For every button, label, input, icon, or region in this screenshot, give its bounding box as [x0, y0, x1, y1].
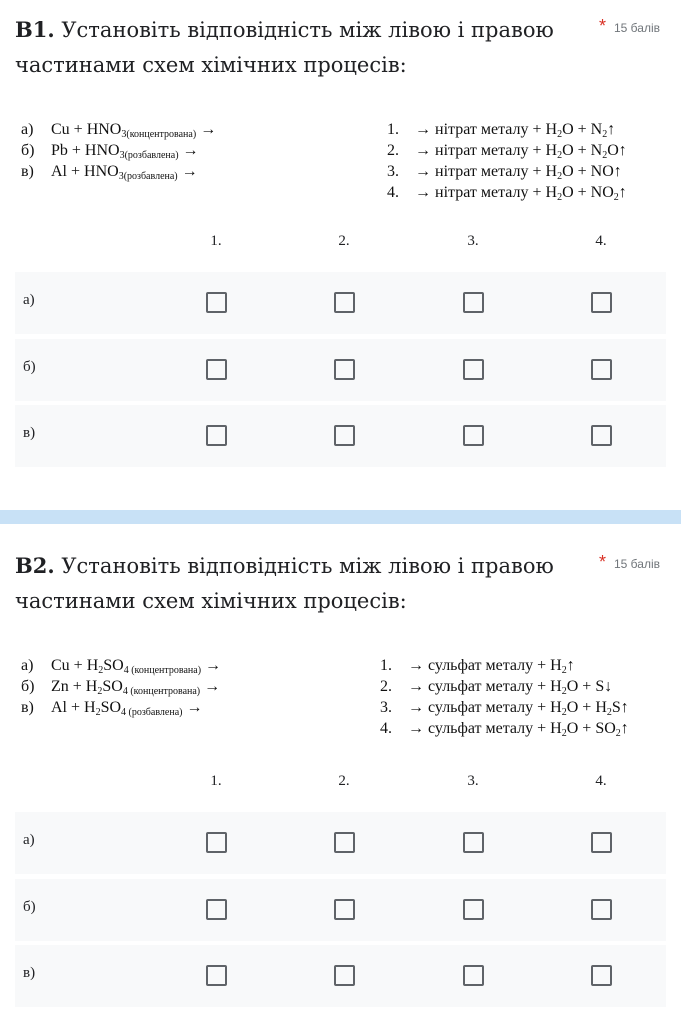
checkbox-b-2[interactable] — [334, 899, 355, 920]
right-equation: 2. → нітрат металу + $H_2O$ + $N_2O↑$ — [387, 142, 627, 161]
grid-row-a — [15, 272, 666, 334]
question-text: Установіть відповідність між лівою і правою частинами схем хімічних процесів: — [15, 554, 554, 613]
checkbox-a-4[interactable] — [591, 292, 612, 313]
column-header-1: 1. — [210, 773, 222, 789]
left-equation: в) $Al + HNO_{3(розбавлена)}$ → — [21, 163, 198, 182]
formula: → сульфат металу + $H_2O$ + $H_2S↑$ — [408, 699, 629, 718]
left-equations — [21, 119, 216, 182]
grid-row-b — [15, 879, 666, 941]
grid-row-b — [15, 339, 666, 401]
left-equations — [21, 655, 221, 718]
right-equation: 1. → нітрат металу + $H_2O$ + $N_2↑$ — [387, 121, 616, 140]
right-equation: 1. → сульфат металу + $H_2↑$ — [380, 657, 575, 676]
formula: $Zn + H_2SO_4$ $_{(концентрована)}$ → — [51, 678, 221, 697]
checkbox-v-3[interactable] — [463, 965, 484, 986]
checkbox-b-1[interactable] — [206, 359, 227, 380]
checkbox-v-4[interactable] — [591, 425, 612, 446]
right-equation: 3. → нітрат металу + $H_2O$ + NO↑ — [387, 163, 622, 182]
column-header-2: 2. — [338, 233, 350, 249]
required-asterisk: * — [599, 552, 607, 572]
question-text: Установіть відповідність між лівою і правою частинами схем хімічних процесів: — [15, 18, 554, 77]
right-equation: 4. → сульфат металу + $H_2O$ + $SO_2↑$ — [380, 720, 629, 739]
checkbox-b-3[interactable] — [463, 899, 484, 920]
column-header-3: 3. — [467, 233, 479, 249]
right-equations — [380, 655, 629, 739]
question-title — [15, 548, 575, 619]
left-equation: а) $Cu + H_2SO_4$ $_{(концентрована)}$ → — [21, 657, 222, 676]
checkbox-b-1[interactable] — [206, 899, 227, 920]
column-header-4: 4. — [595, 773, 607, 789]
points-label: 15 балів — [614, 557, 660, 571]
left-equation: б) $Pb + HNO_{3(розбавлена)}$ → — [21, 142, 199, 161]
formula: → сульфат металу + $H_2O$ + S↓ — [408, 678, 613, 697]
formula: $Cu + H_2SO_4$ $_{(концентрована)}$ → — [51, 657, 222, 676]
left-equation: в) $Al + H_2SO_4$ $_{(розбавлена)}$ → — [21, 699, 203, 718]
checkbox-v-2[interactable] — [334, 425, 355, 446]
checkbox-b-4[interactable] — [591, 359, 612, 380]
formula: $Cu + HNO_{3(концентрована)}$ → — [51, 121, 217, 140]
grid-row-v — [15, 945, 666, 1007]
column-header-1: 1. — [210, 233, 222, 249]
grid-row-v — [15, 405, 666, 467]
column-header-3: 3. — [467, 773, 479, 789]
right-equations — [387, 119, 627, 203]
checkbox-v-1[interactable] — [206, 425, 227, 446]
formula: $Al + H_2SO_4$ $_{(розбавлена)}$ → — [51, 699, 203, 718]
question-number: B2. — [15, 553, 55, 578]
points-label: 15 балів — [614, 21, 660, 35]
question-card-b1 — [0, 0, 681, 510]
row-label: в) — [23, 965, 36, 981]
formula: → нітрат металу + $H_2O$ + $N_2O↑$ — [415, 142, 627, 161]
right-equation: 4. → нітрат металу + $H_2O$ + $NO_2↑$ — [387, 184, 627, 203]
checkbox-v-2[interactable] — [334, 965, 355, 986]
checkbox-b-2[interactable] — [334, 359, 355, 380]
formula: → нітрат металу + $H_2O$ + $NO_2↑$ — [415, 184, 627, 203]
checkbox-a-3[interactable] — [463, 832, 484, 853]
checkbox-a-2[interactable] — [334, 832, 355, 853]
grid-row-a — [15, 812, 666, 874]
row-label: а) — [23, 292, 35, 308]
question-card-b2 — [0, 524, 681, 1034]
checkbox-b-3[interactable] — [463, 359, 484, 380]
formula: → нітрат металу + $H_2O$ + NO↑ — [415, 163, 622, 182]
column-header-4: 4. — [595, 233, 607, 249]
checkbox-v-4[interactable] — [591, 965, 612, 986]
row-label: б) — [23, 899, 36, 915]
formula: → сульфат металу + $H_2O$ + $SO_2↑$ — [408, 720, 629, 739]
right-equation: 2. → сульфат металу + $H_2O$ + S↓ — [380, 678, 613, 697]
checkbox-a-1[interactable] — [206, 832, 227, 853]
checkbox-b-4[interactable] — [591, 899, 612, 920]
checkbox-a-3[interactable] — [463, 292, 484, 313]
left-equation: а) $Cu + HNO_{3(концентрована)}$ → — [21, 121, 217, 140]
required-asterisk: * — [599, 16, 607, 36]
formula: → нітрат металу + $H_2O$ + $N_2↑$ — [415, 121, 616, 140]
checkbox-a-1[interactable] — [206, 292, 227, 313]
question-title — [15, 12, 575, 83]
row-label: б) — [23, 359, 36, 375]
row-label: а) — [23, 832, 35, 848]
formula: $Pb + HNO_{3(розбавлена)}$ → — [51, 142, 199, 161]
checkbox-v-1[interactable] — [206, 965, 227, 986]
formula: $Al + HNO_{3(розбавлена)}$ → — [51, 163, 198, 182]
formula: → сульфат металу + $H_2↑$ — [408, 657, 575, 676]
right-equation: 3. → сульфат металу + $H_2O$ + $H_2S↑$ — [380, 699, 629, 718]
checkbox-a-2[interactable] — [334, 292, 355, 313]
column-header-2: 2. — [338, 773, 350, 789]
left-equation: б) $Zn + H_2SO_4$ $_{(концентрована)}$ → — [21, 678, 221, 697]
section-divider — [0, 510, 681, 524]
checkbox-a-4[interactable] — [591, 832, 612, 853]
row-label: в) — [23, 425, 36, 441]
checkbox-v-3[interactable] — [463, 425, 484, 446]
question-number: B1. — [15, 17, 55, 42]
